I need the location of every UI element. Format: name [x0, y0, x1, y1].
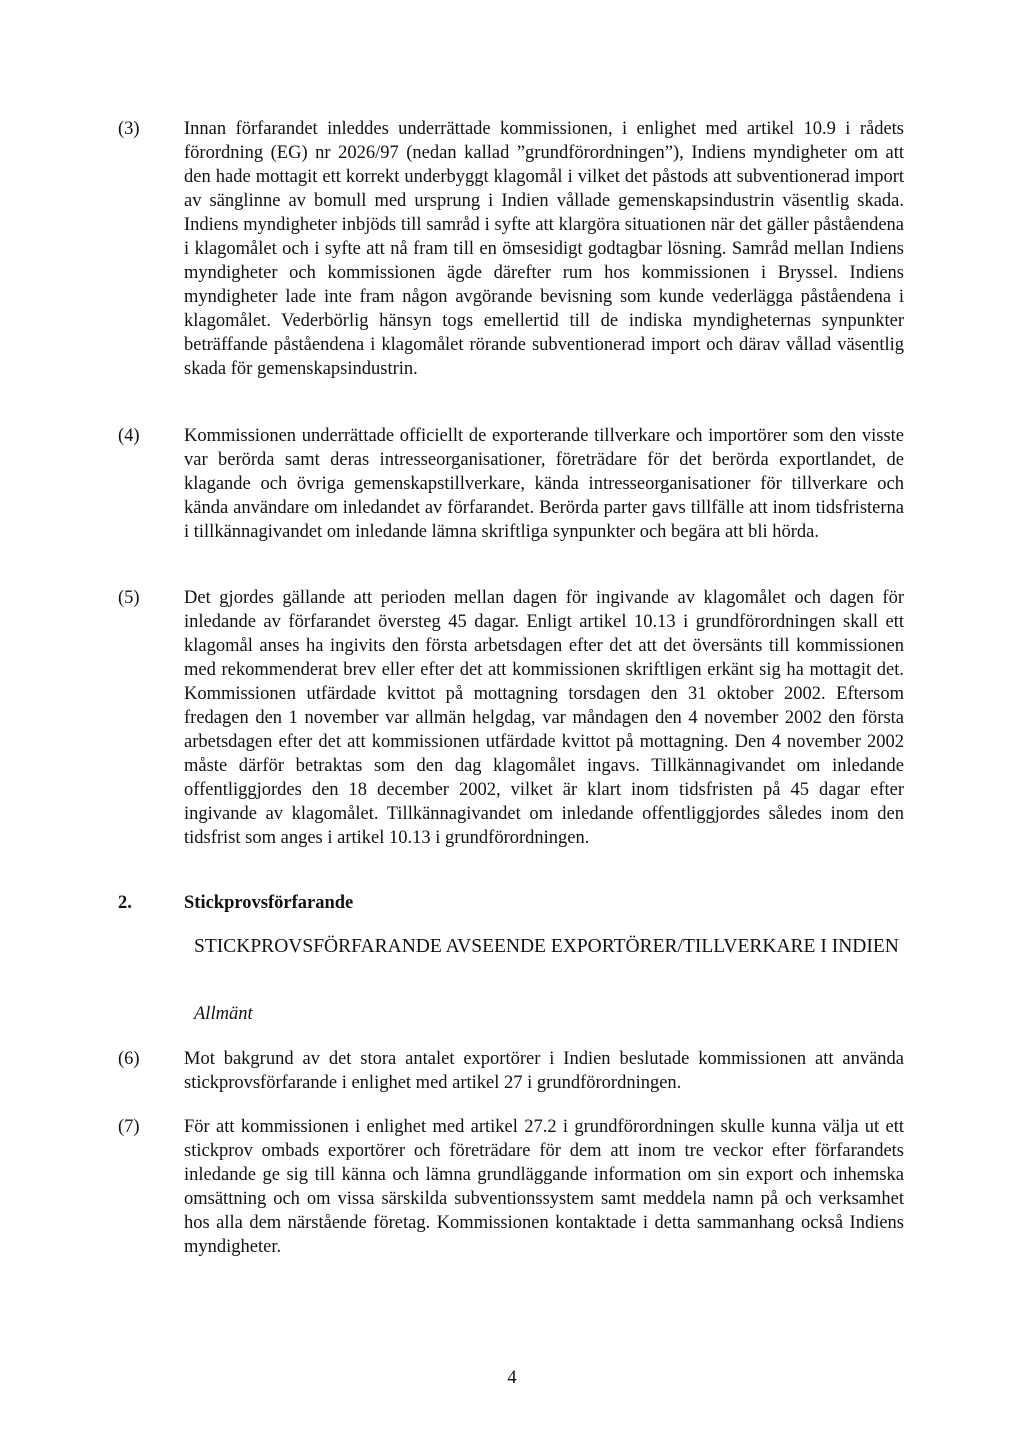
- paragraph-6: [118, 1047, 904, 1095]
- paragraph-text: Innan förfarandet inleddes underrättade kommissionen, i enlighet med artikel 10.9 i rådets förordning (EG) nr 2026/97 (nedan kallad ”grundförordningen”), Indiens myndigheter om att den hade mottagit ett korrekt underbyggt klagomål i vilket det påstods att subventionerad import av sänglinne av bomull med ursprung i Indien vållade gemenskapsindustrin väsentlig skada. Indiens myndigheter inbjöds till samråd i syfte att klargöra situationen när det gäller påståendena i klagomålet och i syfte att nå fram till en ömsesidigt godtagbar lösning. Samråd mellan Indiens myndigheter och kommissionen ägde därefter rum hos kommissionen i Bryssel. Indiens myndigheter lade inte fram någon avgörande bevisning som kunde vederlägga påståendena i klagomålet. Vederbörlig hänsyn togs emellertid till de indiska myndigheternas synpunkter beträffande påståendena i klagomålet rörande subventionerad import och därav vållad väsentlig skada för gemenskapsindustrin.: [184, 119, 904, 379]
- paragraph-text: Kommissionen underrättade officiellt de exporterande tillverkare och importörer som den visste var berörda samt deras intresseorganisationer, företrädare för det berörda exportlandet, de klagande och övriga gemenskapstillverkare, kända intresseorganisationer för tillverkare och kända användare om inledandet av förfarandet. Berörda parter gavs tillfälle att inom tidsfristerna i tillkännagivandet om inledande lämna skriftliga synpunkter och begära att bli hörda.: [184, 426, 904, 542]
- paragraph-number: (7): [118, 1117, 140, 1137]
- paragraph-text: Mot bakgrund av det stora antalet exportörer i Indien beslutade kommissionen att använda stickprovsförfarande i enlighet med artikel 27 i grundförordningen.: [184, 1049, 904, 1093]
- page-number: 4: [507, 1368, 517, 1388]
- paragraph-5: [118, 586, 904, 850]
- subsection-title: STICKPROVSFÖRFARANDE AVSEENDE EXPORTÖRER/TILLVERKARE I INDIEN: [194, 936, 899, 957]
- paragraph-number: (4): [118, 426, 140, 446]
- paragraph-number: (5): [118, 588, 140, 608]
- paragraph-3: [118, 117, 904, 381]
- paragraph-text: Det gjordes gällande att perioden mellan dagen för ingivande av klagomålet och dagen för inledande av förfarandet översteg 45 dagar. Enligt artikel 10.13 i grundförordningen skall ett klagomål anses ha ingivits den första arbetsdagen efter det att det översänts till kommissionen med rekommenderat brev eller efter det att kommissionen skriftligen erkänt sig ha mottagit det. Kommissionen utfärdade kvittot på mottagning torsdagen den 31 oktober 2002. Eftersom fredagen den 1 november var allmän helgdag, var måndagen den 4 november 2002 den första arbetsdagen efter det att kommissionen utfärdade kvittot på mottagning. Den 4 november 2002 måste därför betraktas som den dag klagomålet ingavs. Tillkännagivandet om inledande offentliggjordes den 18 december 2002, vilket är klart inom tidsfristen på 45 dagar efter ingivande av klagomålet. Tillkännagivandet om inledande offentliggjordes således inom den tidsfrist som anges i artikel 10.13 i grundförordningen.: [184, 588, 904, 848]
- paragraph-text: För att kommissionen i enlighet med artikel 27.2 i grundförordningen skulle kunna välja ut ett stickprov ombads exportörer och företrädare för dem att inom tre veckor efter förfarandets inledande ge sig till känna och lämna grundläggande information om sin export och inhemska omsättning och om vissa särskilda subventionssystem samt meddela namn på och verksamhet hos alla dem närstående företag. Kommissionen kontaktade i detta sammanhang också Indiens myndigheter.: [184, 1117, 904, 1257]
- section-number: 2.: [118, 893, 132, 913]
- italic-subheading: Allmänt: [194, 1004, 253, 1024]
- paragraph-7: [118, 1115, 904, 1259]
- paragraph-number: (6): [118, 1049, 140, 1069]
- section-heading: [118, 891, 353, 915]
- paragraph-4: [118, 424, 904, 544]
- paragraph-number: (3): [118, 119, 140, 139]
- section-title: Stickprovsförfarande: [184, 893, 354, 913]
